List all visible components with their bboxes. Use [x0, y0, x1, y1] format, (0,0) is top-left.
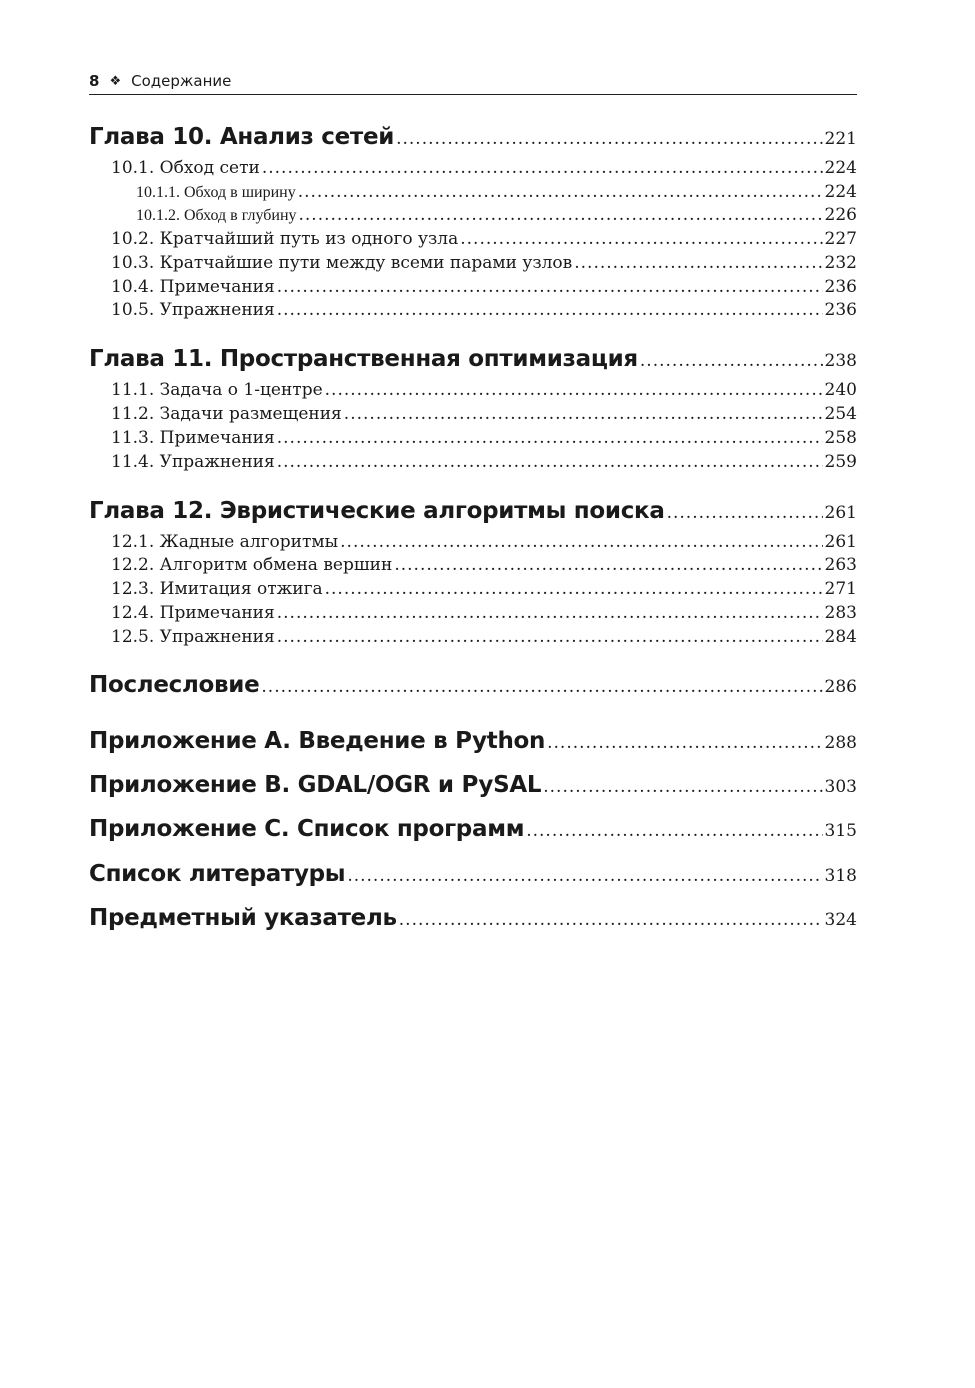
toc-entry-title: 10.4. Примечания [111, 277, 275, 297]
toc-chapter-entry[interactable] [89, 498, 857, 524]
dot-leader [277, 627, 823, 647]
dot-leader [261, 677, 822, 697]
toc-section-entry[interactable] [89, 158, 857, 178]
toc-chapter-entry[interactable] [89, 124, 857, 150]
toc-entry-page: 236 [824, 300, 857, 320]
toc-section-entry[interactable] [89, 380, 857, 400]
dot-leader [396, 129, 822, 149]
toc-entry-title: 12.3. Имитация отжига [111, 579, 323, 599]
toc-section-entry[interactable] [89, 555, 857, 575]
toc-entry-title: Приложение C. Список программ [89, 816, 525, 842]
toc-entry-page: 318 [824, 866, 857, 886]
dot-leader [574, 253, 822, 273]
toc-section-entry[interactable] [89, 603, 857, 623]
toc-entry-title: 10.1. Обход сети [111, 158, 260, 178]
toc-entry-title: 10.1.2. Обход в глубину [136, 207, 297, 224]
toc-entry-title: 12.2. Алгоритм обмена вершин [111, 555, 393, 575]
toc-section-entry[interactable] [89, 579, 857, 599]
dot-leader [298, 182, 823, 202]
toc-chapter-entry[interactable] [89, 772, 857, 798]
toc-section-entry[interactable] [89, 253, 857, 273]
toc-entry-title: Глава 12. Эвристические алгоритмы поиска [89, 498, 665, 524]
toc-entry-title: 10.3. Кратчайшие пути между всеми парами узлов [111, 253, 573, 273]
toc-entry-title: Приложение B. GDAL/OGR и PySAL [89, 772, 542, 798]
toc-entry-title: Список литературы [89, 861, 346, 887]
toc-chapter-entry[interactable] [89, 905, 857, 931]
toc-entry-title: 11.2. Задачи размещения [111, 404, 342, 424]
toc-entry-page: 271 [824, 579, 857, 599]
toc-entry-title: 11.3. Примечания [111, 428, 275, 448]
toc-section-entry[interactable] [89, 182, 857, 202]
toc-chapter-entry[interactable] [89, 672, 857, 698]
toc-entry-page: 240 [824, 380, 857, 400]
toc-entry-page: 227 [824, 229, 857, 249]
dot-leader [325, 380, 823, 400]
toc-entry-page: 236 [824, 277, 857, 297]
toc-section-entry[interactable] [89, 428, 857, 448]
toc-entry-page: 315 [824, 821, 857, 841]
dot-leader [547, 733, 822, 753]
dot-leader [460, 229, 822, 249]
dot-leader [667, 503, 823, 523]
toc-entry-page: 261 [824, 532, 857, 552]
toc-section-entry[interactable] [89, 229, 857, 249]
toc-entry-page: 224 [824, 158, 857, 178]
toc-entry-page: 288 [824, 733, 857, 753]
toc-entry-page: 238 [824, 351, 857, 371]
toc-chapter-entry[interactable] [89, 861, 857, 887]
toc-entry-title: 11.1. Задача о 1-центре [111, 380, 323, 400]
toc-entry-title: Приложение A. Введение в Python [89, 728, 546, 754]
toc-entry-page: 224 [824, 182, 857, 202]
toc-entry-title: 10.2. Кратчайший путь из одного узла [111, 229, 459, 249]
toc-chapter-entry[interactable] [89, 728, 857, 754]
dot-leader [277, 428, 823, 448]
toc-section-entry[interactable] [89, 404, 857, 424]
toc-entry-page: 286 [824, 677, 857, 697]
dot-leader [640, 351, 823, 371]
toc-entry-page: 303 [824, 777, 857, 797]
page-number: 8 [89, 72, 100, 90]
toc-entry-title: Послесловие [89, 672, 260, 698]
toc-entry-title: 12.5. Упражнения [111, 627, 275, 647]
toc-entry-page: 261 [824, 503, 857, 523]
toc-entry-page: 324 [824, 910, 857, 930]
running-header [89, 68, 857, 95]
toc-entry-page: 259 [824, 452, 857, 472]
dot-leader [340, 532, 822, 552]
toc-entry-title: 12.4. Примечания [111, 603, 275, 623]
dot-leader [394, 555, 822, 575]
toc-entry-page: 284 [824, 627, 857, 647]
toc-entry-title: Глава 11. Пространственная оптимизация [89, 346, 638, 372]
toc-chapter-entry[interactable] [89, 816, 857, 842]
toc-entry-page: 258 [824, 428, 857, 448]
dot-leader [277, 277, 823, 297]
toc-entry-page: 232 [824, 253, 857, 273]
toc-section-entry[interactable] [89, 627, 857, 647]
header-title: Содержание [131, 72, 232, 90]
dot-leader [543, 777, 822, 797]
toc-entry-title: 12.1. Жадные алгоритмы [111, 532, 339, 552]
toc-entry-title: 10.1.1. Обход в ширину [136, 184, 296, 201]
toc-section-entry[interactable] [89, 532, 857, 552]
dot-leader [262, 158, 823, 178]
toc-section-entry[interactable] [89, 300, 857, 320]
toc-entry-title: Предметный указатель [89, 905, 397, 931]
dot-leader [277, 452, 823, 472]
toc-entry-title: 10.5. Упражнения [111, 300, 275, 320]
dot-leader [399, 910, 823, 930]
dot-leader [325, 579, 823, 599]
toc-chapter-entry[interactable] [89, 346, 857, 372]
ornament-icon: ❖ [109, 73, 122, 89]
toc-entry-title: Глава 10. Анализ сетей [89, 124, 395, 150]
dot-leader [299, 205, 823, 225]
dot-leader [277, 300, 823, 320]
toc-section-entry[interactable] [89, 452, 857, 472]
toc-entry-title: 11.4. Упражнения [111, 452, 275, 472]
dot-leader [347, 866, 822, 886]
dot-leader [277, 603, 823, 623]
toc-section-entry[interactable] [89, 205, 857, 225]
toc-section-entry[interactable] [89, 277, 857, 297]
dot-leader [344, 404, 823, 424]
toc-entry-page: 226 [824, 205, 857, 225]
dot-leader [526, 821, 822, 841]
toc-entry-page: 254 [824, 404, 857, 424]
toc-entry-page: 263 [824, 555, 857, 575]
toc-entry-page: 283 [824, 603, 857, 623]
toc-entry-page: 221 [824, 129, 857, 149]
